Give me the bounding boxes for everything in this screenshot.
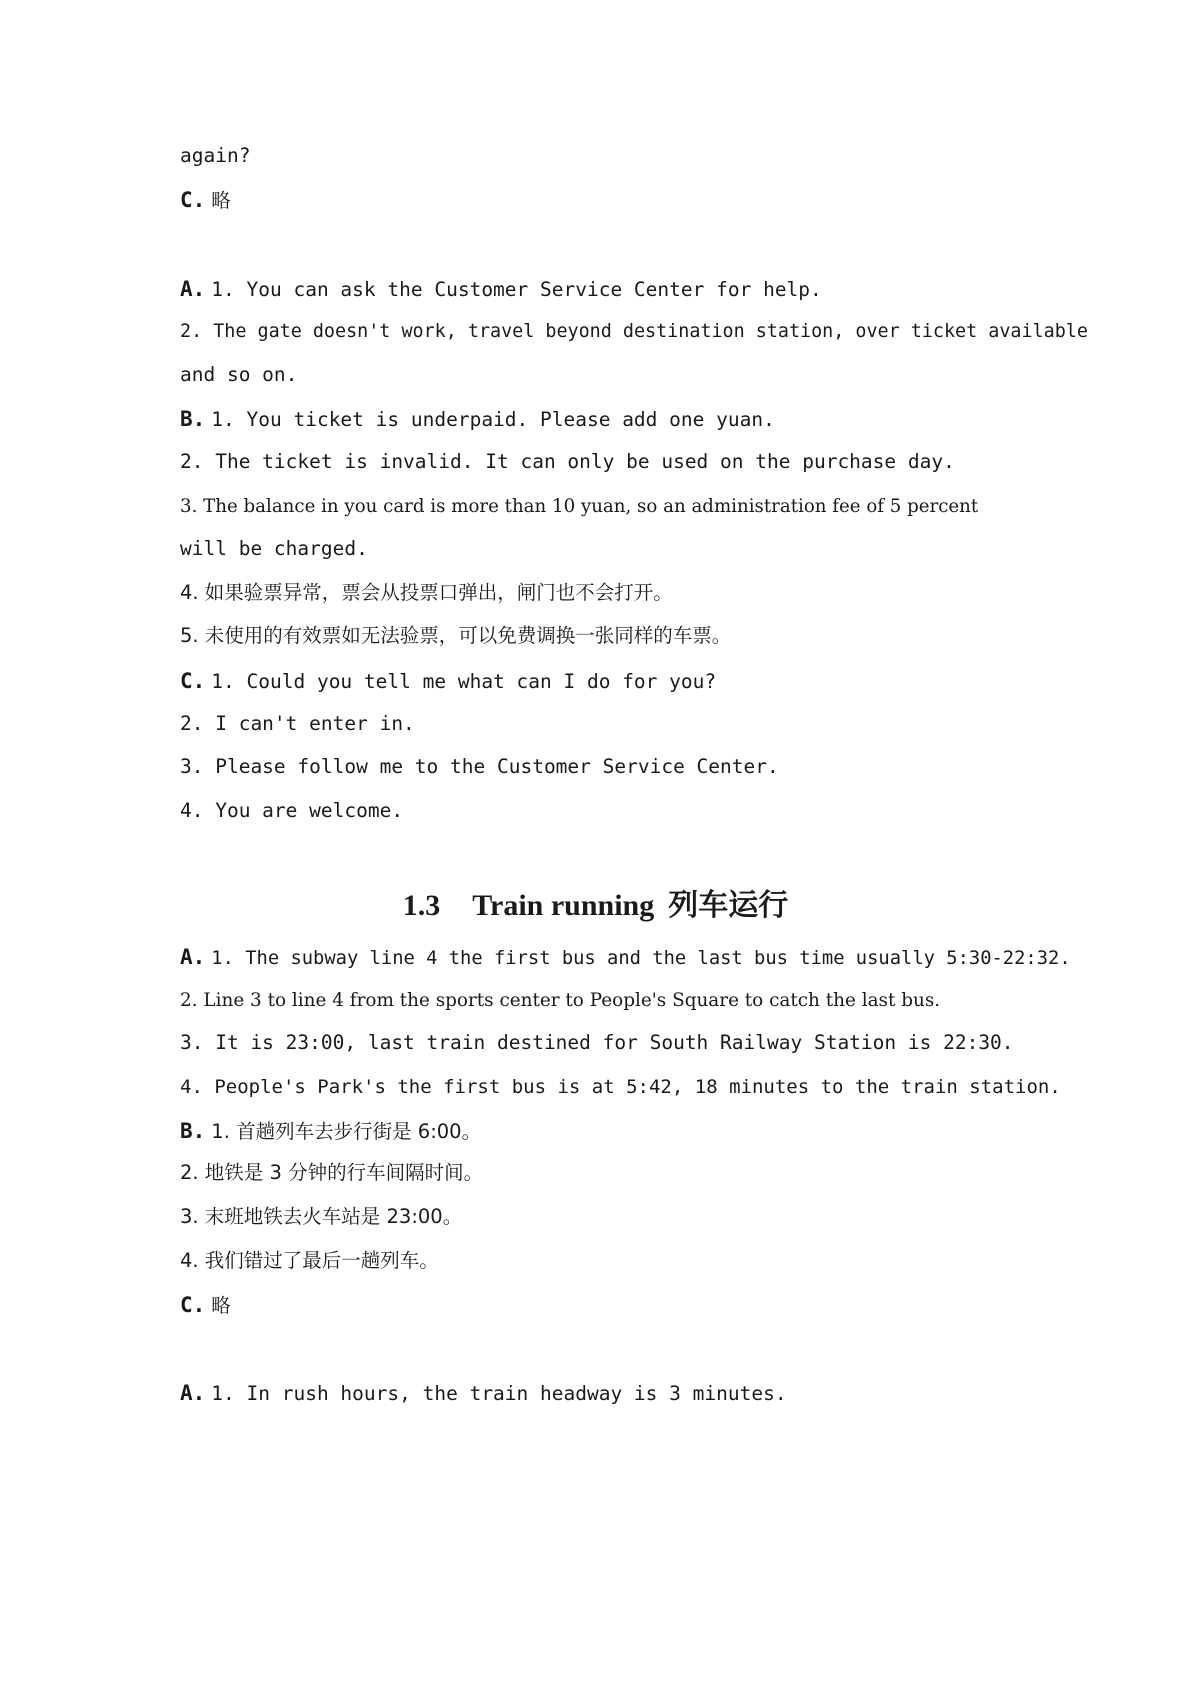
answer-label: A. bbox=[180, 277, 206, 301]
section-number: 1.3 bbox=[402, 889, 441, 922]
answer-line: B. 1. 首趟列车去步行街是 6:00。 bbox=[180, 1119, 482, 1143]
answer-line: C. 略 bbox=[180, 1293, 231, 1317]
section-heading bbox=[0, 887, 1191, 925]
text-line: and so on. bbox=[180, 363, 298, 386]
text-line: 3. 末班地铁去火车站是 23:00。 bbox=[180, 1205, 463, 1228]
answer-line: A. 1. In rush hours, the train headway is 3 minutes. bbox=[180, 1381, 787, 1405]
text-line: 2. I can't enter in. bbox=[180, 712, 415, 735]
answer-label: C. bbox=[180, 188, 206, 212]
answer-label: A. bbox=[180, 945, 206, 969]
answer-line: B. 1. You ticket is underpaid. Please add one yuan. bbox=[180, 407, 775, 431]
text-line: 2. 地铁是 3 分钟的行车间隔时间。 bbox=[180, 1161, 484, 1184]
answer-line: A. 1. The subway line 4 the first bus and the last bus time usually 5:30-22:32. bbox=[180, 945, 1071, 969]
text-line: will be charged. bbox=[180, 537, 368, 560]
text-line: 2. Line 3 to line 4 from the sports center to People's Square to catch the last bus. bbox=[180, 990, 941, 1011]
answer-label: B. bbox=[180, 1119, 206, 1143]
answer-label: B. bbox=[180, 407, 206, 431]
section-title-cn: 列车运行 bbox=[668, 888, 789, 923]
text-line: 4. You are welcome. bbox=[180, 799, 404, 822]
text-line: 3. It is 23:00, last train destined for South Railway Station is 22:30. bbox=[180, 1031, 1014, 1054]
section-title: Train running bbox=[472, 889, 655, 922]
text-line: 3. Please follow me to the Customer Service Center. bbox=[180, 755, 779, 778]
text-line: 4. 我们错过了最后一趟列车。 bbox=[180, 1249, 439, 1272]
answer-line: C. 1. Could you tell me what can I do for you? bbox=[180, 669, 717, 693]
text-line: 4. People's Park's the first bus is at 5:42, 18 minutes to the train station. bbox=[180, 1076, 1061, 1098]
text-line: 2. The ticket is invalid. It can only be used on the purchase day. bbox=[180, 450, 955, 473]
answer-line: C. 略 bbox=[180, 188, 231, 212]
text-line: 5. 未使用的有效票如无法验票，可以免费调换一张同样的车票。 bbox=[180, 624, 732, 647]
answer-label: C. bbox=[180, 669, 206, 693]
text-line: again? bbox=[180, 144, 251, 167]
text-line: 2. The gate doesn't work, travel beyond destination station, over ticket available bbox=[180, 321, 1088, 342]
text-line: 3. The balance in you card is more than 10 yuan, so an administration fee of 5 percent bbox=[180, 496, 979, 517]
answer-line: A. 1. You can ask the Customer Service Center for help. bbox=[180, 277, 822, 301]
answer-label: A. bbox=[180, 1381, 206, 1405]
answer-label: C. bbox=[180, 1293, 206, 1317]
text-line: 4. 如果验票异常，票会从投票口弹出，闸门也不会打开。 bbox=[180, 581, 673, 604]
